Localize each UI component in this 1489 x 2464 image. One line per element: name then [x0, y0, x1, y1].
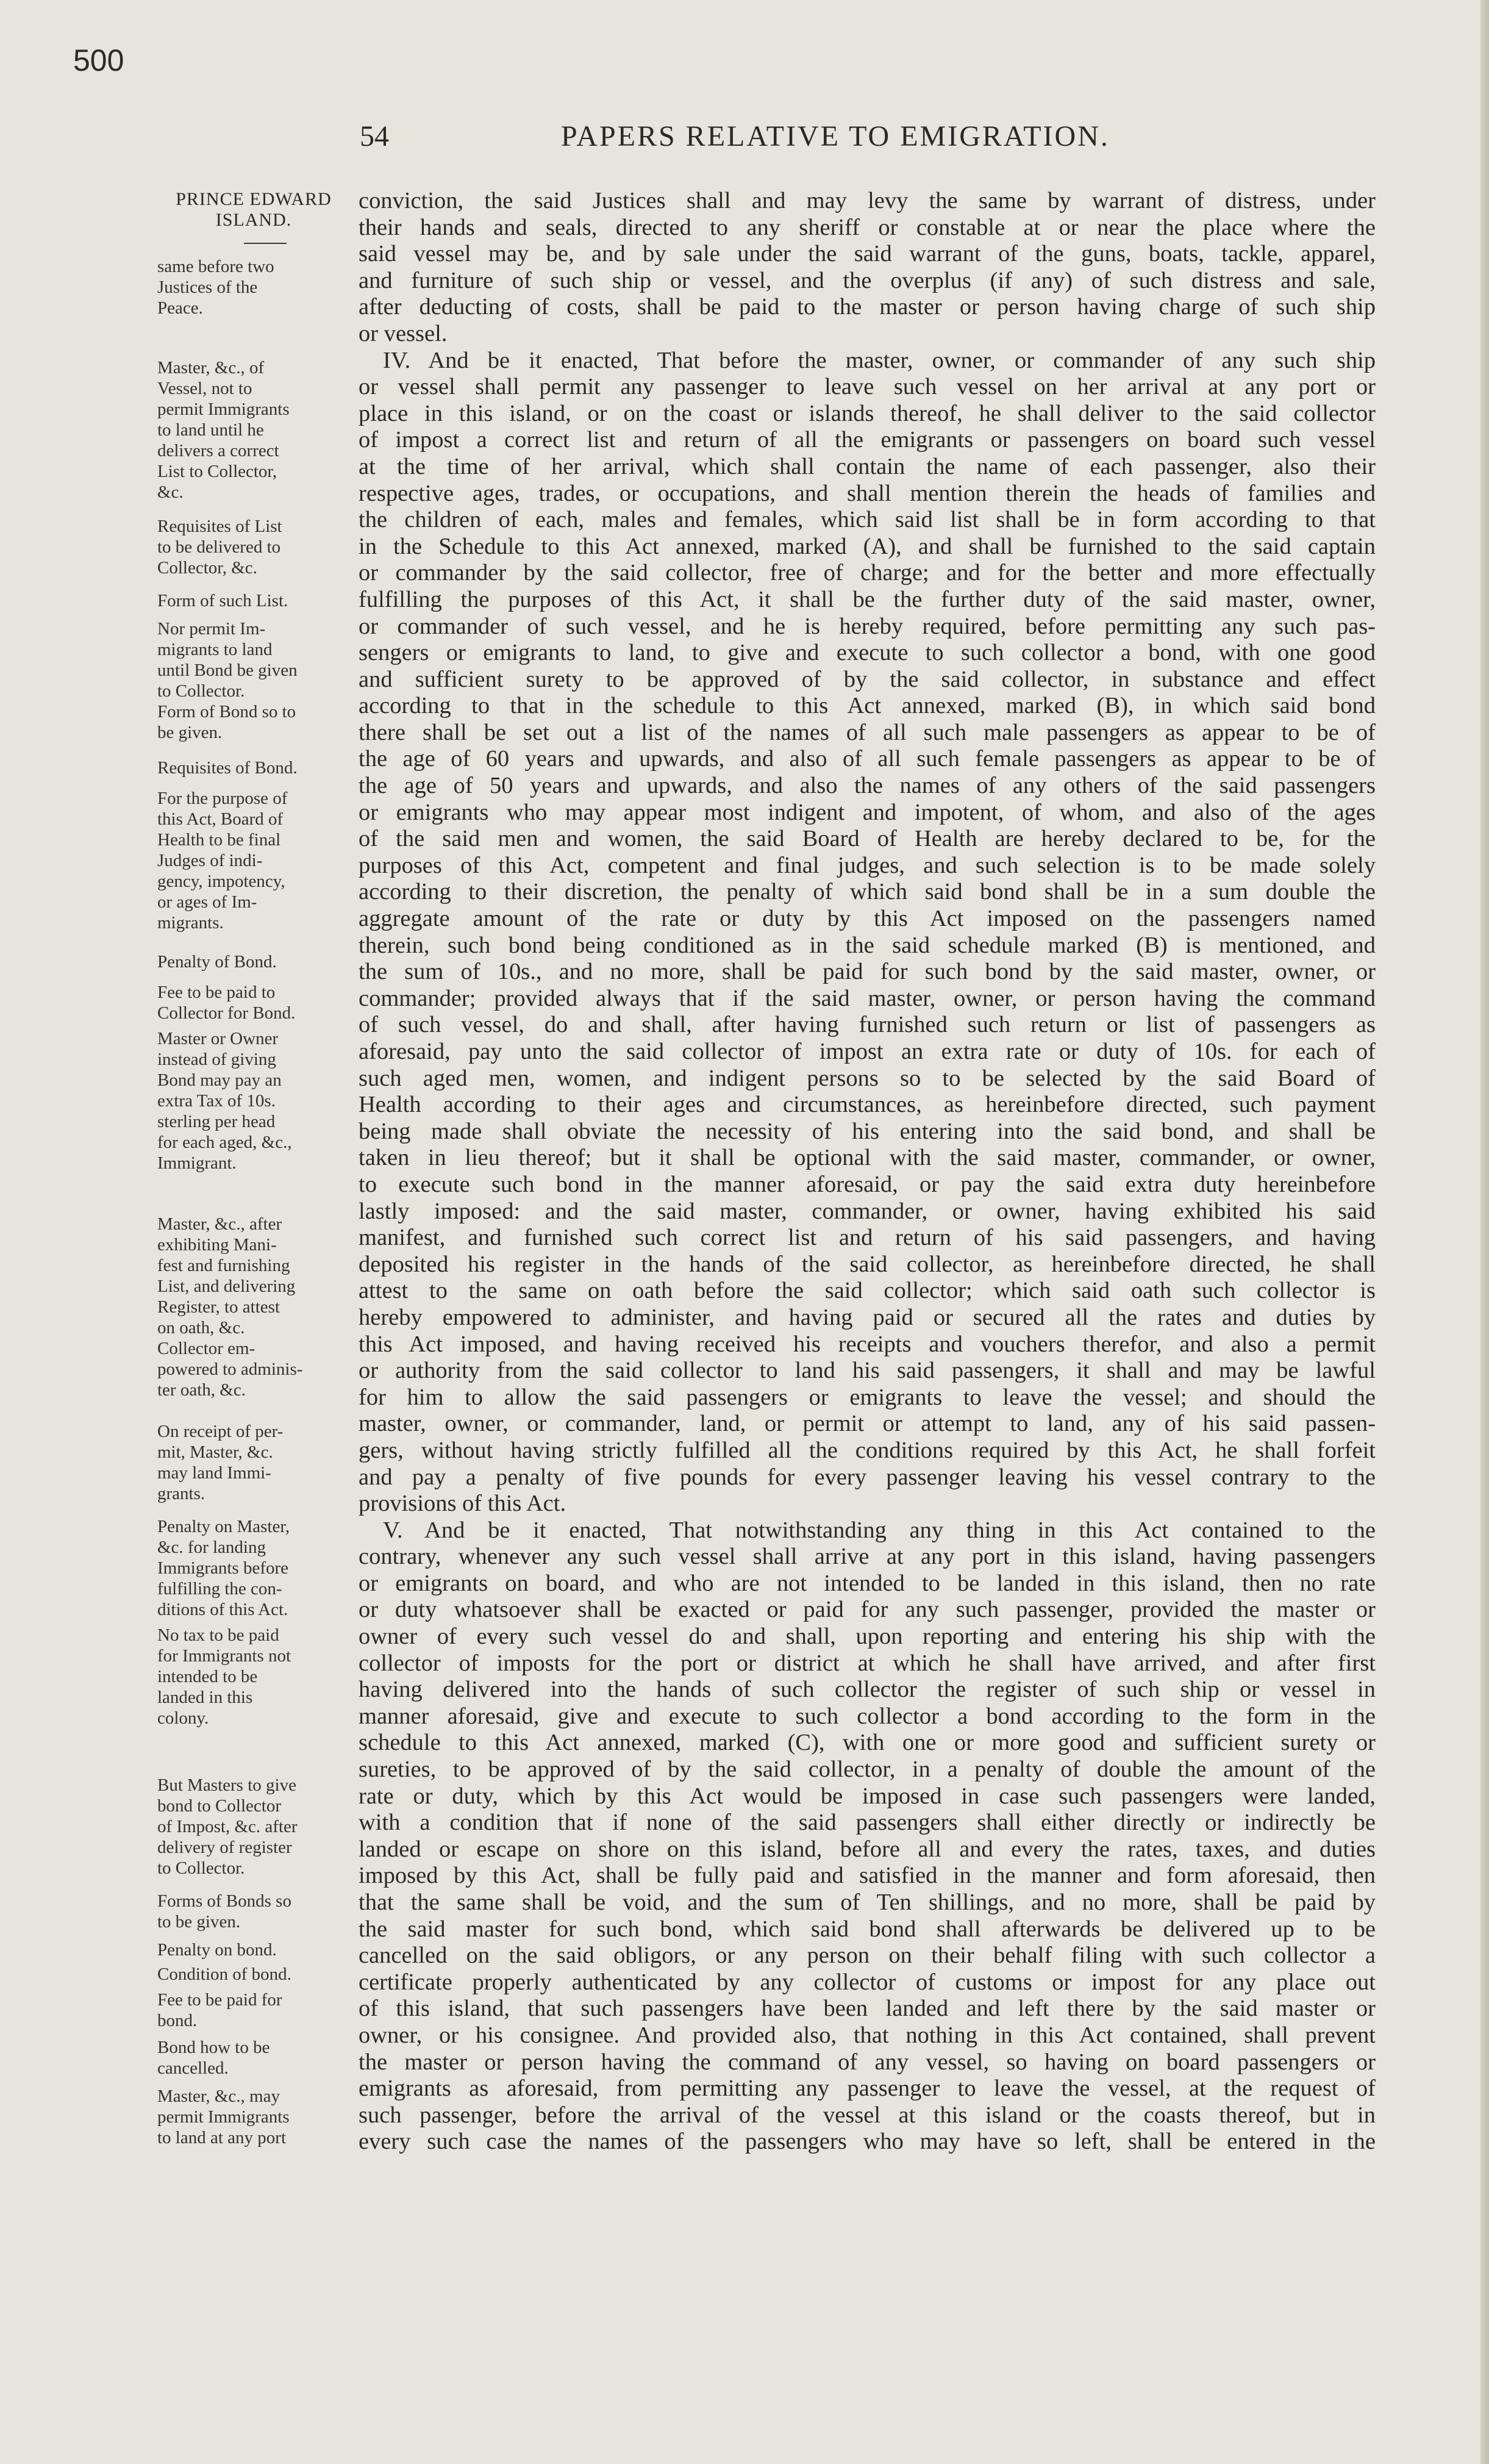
- inner-page-number: 54: [360, 120, 389, 152]
- margin-note: [157, 590, 340, 611]
- margin-note-line: ter oath, &c.: [157, 1380, 246, 1400]
- margin-note: [157, 757, 340, 778]
- body-line: sengers or emigrants to land, to give and execute to such collector a bond, with one good: [359, 640, 1376, 666]
- body-line: aforesaid, pay unto the said collector of impost an extra rate or duty of 10s. for each of: [359, 1039, 1376, 1064]
- body-line: taken in lieu thereof; but it shall be optional with the said master, commander, or owner,: [359, 1145, 1376, 1171]
- body-line: therein, such bond being conditioned as in the said schedule marked (B) is mentioned, and: [359, 932, 1376, 958]
- page-edge: [1480, 0, 1489, 2464]
- body-line: respective ages, trades, or occupations, and shall mention therein the heads of families and: [359, 480, 1376, 506]
- body-line: and furniture of such ship or vessel, and the overplus (if any) of such distress and sale,: [359, 267, 1376, 293]
- body-line: according to that in the schedule to this Act annexed, marked (B), in which said bond: [359, 693, 1376, 719]
- margin-heading: [156, 189, 351, 231]
- margin-note: [157, 516, 340, 578]
- body-line: their hands and seals, directed to any sheriff or constable at or near the place where the: [359, 214, 1376, 240]
- margin-note-line: powered to adminis-: [157, 1359, 303, 1379]
- margin-note-line: colony.: [157, 1708, 209, 1728]
- body-line: owner of every such vessel do and shall, upon reporting and entering his ship with the: [359, 1624, 1376, 1650]
- margin-note-line: For the purpose of: [157, 789, 288, 808]
- margin-note-line: Judges of indi-: [157, 851, 263, 870]
- margin-note-line: migrants.: [157, 913, 224, 933]
- margin-note-line: to be delivered to: [157, 537, 281, 557]
- margin-note-line: Master, &c., may: [157, 2086, 280, 2106]
- margin-heading-line: PRINCE EDWARD: [176, 189, 332, 209]
- margin-note-line: bond to Collector: [157, 1796, 281, 1816]
- margin-note: [157, 1516, 340, 1620]
- margin-note: [157, 357, 340, 503]
- body-line: or authority from the said collector to land his said passengers, it shall and may be lawful: [359, 1358, 1376, 1384]
- body-line: commander; provided always that if the said master, owner, or person having the command: [359, 985, 1376, 1011]
- body-line: such aged men, women, and indigent persons so to be selected by the said Board of: [359, 1065, 1376, 1091]
- margin-note: [157, 256, 340, 318]
- margin-note-line: this Act, Board of: [157, 809, 284, 829]
- running-title: PAPERS RELATIVE TO EMIGRATION.: [561, 120, 1110, 152]
- margin-note-line: intended to be: [157, 1667, 258, 1686]
- body-line: every such case the names of the passengers who may have so left, shall be entered in the: [359, 2129, 1376, 2155]
- body-line: said vessel may be, and by sale under the said warrant of the guns, boats, tackle, apparel,: [359, 241, 1376, 267]
- body-line: manner aforesaid, give and execute to such collector a bond according to the form in the: [359, 1703, 1376, 1729]
- margin-note-line: Collector for Bond.: [157, 1003, 296, 1023]
- margin-note-line: be given.: [157, 723, 223, 742]
- margin-note-line: Register, to attest: [157, 1297, 280, 1317]
- margin-note: [157, 701, 340, 743]
- margin-note-line: Fee to be paid for: [157, 1990, 282, 2010]
- margin-note-line: grants.: [157, 1484, 205, 1503]
- margin-note: [157, 2037, 340, 2079]
- body-line: place in this island, or on the coast or islands thereof, he shall deliver to the said collector: [359, 400, 1376, 426]
- body-line: V. And be it enacted, That notwithstanding any thing in this Act contained to the: [383, 1517, 1376, 1543]
- body-line: provisions of this Act.: [359, 1491, 566, 1517]
- body-text: [359, 188, 1376, 2155]
- margin-note-line: Master or Owner: [157, 1029, 279, 1048]
- body-line: the age of 60 years and upwards, and also of all such female passengers as appear to be of: [359, 746, 1376, 772]
- margin-note-line: But Masters to give: [157, 1775, 296, 1795]
- body-line: after deducting of costs, shall be paid to the master or person having charge of such ship: [359, 294, 1376, 320]
- body-line: collector of imposts for the port or district at which he shall have arrived, and after first: [359, 1650, 1376, 1676]
- body-line: landed or escape on shore on this island, before all and every the rates, taxes, and duties: [359, 1836, 1376, 1862]
- body-line: hereby empowered to administer, and having paid or secured all the rates and duties by: [359, 1304, 1376, 1330]
- margin-note-line: for each aged, &c.,: [157, 1133, 292, 1152]
- body-line: for him to allow the said passengers or emigrants to leave the vessel; and should the: [359, 1384, 1376, 1410]
- body-line: fulfilling the purposes of this Act, it shall be the further duty of the said master, owner,: [359, 586, 1376, 612]
- body-line: and sufficient surety to be approved of by the said collector, in substance and effect: [359, 666, 1376, 692]
- outer-page-number: 500: [73, 43, 124, 77]
- margin-note-line: to be given.: [157, 1912, 241, 1932]
- margin-note-line: Form of Bond so to: [157, 702, 296, 722]
- body-line: or vessel shall permit any passenger to leave such vessel on her arrival at any port or: [359, 374, 1376, 400]
- margin-note-line: to land until he: [157, 420, 264, 440]
- body-line: attest to the same on oath before the said collector; which said oath such collector is: [359, 1278, 1376, 1304]
- body-line: schedule to this Act annexed, marked (C), with one or more good and sufficient surety or: [359, 1730, 1376, 1756]
- body-line: such passenger, before the arrival of the vessel at this island or the coasts thereof, but in: [359, 2102, 1376, 2128]
- margin-note-line: gency, impotency,: [157, 872, 285, 891]
- body-line: of this island, that such passengers have been landed and left there by the said master or: [359, 1996, 1376, 2022]
- margin-note-line: ditions of this Act.: [157, 1600, 288, 1619]
- body-line: in the Schedule to this Act annexed, marked (A), and shall be furnished to the said captain: [359, 533, 1376, 559]
- body-line: being made shall obviate the necessity of his entering into the said bond, and shall be: [359, 1118, 1376, 1144]
- body-line: owner, or his consignee. And provided also, that nothing in this Act contained, shall prevent: [359, 2022, 1376, 2048]
- body-line: or commander of such vessel, and he is hereby required, before permitting any such pas-: [359, 613, 1376, 639]
- margin-note: [157, 2086, 340, 2148]
- body-line: with a condition that if none of the said passengers shall either directly or indirectly be: [359, 1810, 1376, 1836]
- margin-note-line: Master, &c., after: [157, 1214, 282, 1234]
- margin-note-line: delivers a correct: [157, 441, 279, 460]
- body-line: the master or person having the command of any vessel, so having on board passengers or: [359, 2049, 1376, 2075]
- body-line: purposes of this Act, competent and final judges, and such selection is to be made solely: [359, 852, 1376, 878]
- margin-note: [157, 1028, 340, 1173]
- body-line: at the time of her arrival, which shall contain the name of each passenger, also their: [359, 453, 1376, 479]
- margin-note: [157, 1421, 340, 1504]
- margin-note-line: On receipt of per-: [157, 1422, 284, 1441]
- margin-note-line: sterling per head: [157, 1112, 276, 1131]
- margin-note-line: bond.: [157, 2011, 198, 2030]
- margin-note-line: Forms of Bonds so: [157, 1891, 291, 1911]
- margin-note: [157, 788, 340, 933]
- margin-note-line: exhibiting Mani-: [157, 1235, 277, 1255]
- body-line: there shall be set out a list of the names of all such male passengers as appear to be of: [359, 719, 1376, 745]
- margin-note-line: permit Immigrants: [157, 2107, 290, 2127]
- margin-note-line: migrants to land: [157, 640, 273, 659]
- margin-note-line: landed in this: [157, 1688, 253, 1707]
- body-line: the children of each, males and females, which said list shall be in form according to that: [359, 507, 1376, 533]
- body-line: of such vessel, do and shall, after having furnished such return or list of passengers as: [359, 1012, 1376, 1038]
- body-line: the said master for such bond, which said bond shall afterwards be delivered up to be: [359, 1916, 1376, 1942]
- body-line: deposited his register in the hands of the said collector, as hereinbefore directed, he shall: [359, 1251, 1376, 1277]
- margin-note: [157, 1939, 340, 1960]
- body-line: sureties, to be approved of by the said collector, in a penalty of double the amount of the: [359, 1757, 1376, 1783]
- body-line: or emigrants on board, and who are not intended to be landed in this island, then no rate: [359, 1570, 1376, 1596]
- margin-note-line: until Bond be given: [157, 661, 298, 680]
- body-line: aggregate amount of the rate or duty by this Act imposed on the passengers named: [359, 906, 1376, 932]
- margin-note-line: List, and delivering: [157, 1277, 296, 1296]
- body-line: the age of 50 years and upwards, and also the names of any others of the said passengers: [359, 773, 1376, 799]
- margin-note-line: Requisites of Bond.: [157, 758, 298, 778]
- margin-note-line: fulfilling the con-: [157, 1579, 282, 1599]
- body-line: manifest, and furnished such correct list and return of his said passengers, and having: [359, 1225, 1376, 1251]
- margin-note-line: Immigrant.: [157, 1153, 237, 1173]
- body-line: or vessel.: [359, 320, 448, 346]
- margin-note-line: cancelled.: [157, 2058, 229, 2078]
- margin-note-line: Vessel, not to: [157, 379, 252, 398]
- margin-note: [157, 1989, 340, 2031]
- body-line: or emigrants who may appear most indigent and impotent, of whom, and also of the ages: [359, 799, 1376, 825]
- body-line: to execute such bond in the manner aforesaid, or pay the said extra duty hereinbefore: [359, 1171, 1376, 1197]
- margin-note-line: or ages of Im-: [157, 892, 257, 912]
- running-head: [360, 120, 1372, 162]
- margin-note-line: Collector em-: [157, 1339, 255, 1358]
- margin-note-line: Master, &c., of: [157, 358, 265, 378]
- margin-note-line: to Collector.: [157, 1858, 245, 1878]
- margin-note-line: mit, Master, &c.: [157, 1442, 273, 1462]
- margin-note-line: instead of giving: [157, 1050, 276, 1069]
- margin-note-line: Nor permit Im-: [157, 619, 266, 639]
- margin-note-line: Fee to be paid to: [157, 983, 276, 1002]
- margin-note: [157, 951, 340, 972]
- margin-note-line: List to Collector,: [157, 462, 277, 481]
- margin-note: [157, 1338, 340, 1400]
- margin-note-line: of Impost, &c. after: [157, 1817, 298, 1836]
- margin-note-line: Condition of bond.: [157, 1964, 291, 1984]
- margin-note: [157, 1891, 340, 1932]
- margin-heading-line: ISLAND.: [215, 210, 292, 230]
- margin-note-line: delivery of register: [157, 1838, 292, 1857]
- margin-note-line: Form of such List.: [157, 591, 288, 611]
- margin-note-line: Immigrants before: [157, 1558, 289, 1578]
- margin-note-line: Penalty on Master,: [157, 1517, 290, 1536]
- margin-note-line: &c.: [157, 482, 184, 502]
- margin-note-line: Bond may pay an: [157, 1070, 282, 1090]
- margin-note-line: Penalty of Bond.: [157, 952, 277, 972]
- body-line: rate or duty, which by this Act would be imposed in case such passengers were landed,: [359, 1783, 1376, 1809]
- margin-note-line: on oath, &c.: [157, 1318, 245, 1338]
- body-line: imposed by this Act, shall be fully paid and satisfied in the manner and form aforesaid, then: [359, 1863, 1376, 1889]
- body-line: gers, without having strictly fulfilled all the conditions required by this Act, he shall forfeit: [359, 1437, 1376, 1463]
- body-line: IV. And be it enacted, That before the master, owner, or commander of any such ship: [383, 347, 1376, 373]
- margin-note: [157, 1964, 340, 1985]
- margin-note: [157, 1625, 340, 1728]
- margin-note: [157, 618, 340, 701]
- margin-note-line: permit Immigrants: [157, 399, 290, 419]
- margin-note-line: &c. for landing: [157, 1538, 266, 1557]
- body-line: or duty whatsoever shall be exacted or paid for any such passenger, provided the master or: [359, 1597, 1376, 1623]
- body-line: of the said men and women, the said Board of Health are hereby declared to be, for the: [359, 826, 1376, 852]
- body-line: according to their discretion, the penalty of which said bond shall be in a sum double the: [359, 879, 1376, 905]
- margin-note-line: to Collector.: [157, 681, 245, 701]
- body-line: having delivered into the hands of such collector the register of such ship or vessel in: [359, 1677, 1376, 1703]
- margin-note-line: may land Immi-: [157, 1463, 271, 1483]
- body-line: Health according to their ages and circumstances, as hereinbefore directed, such payment: [359, 1092, 1376, 1118]
- body-line: and pay a penalty of five pounds for every passenger leaving his vessel contrary to the: [359, 1464, 1376, 1490]
- margin-note-line: to land at any port: [157, 2128, 287, 2147]
- body-line: the sum of 10s., and no more, shall be paid for such bond by the said master, owner, or: [359, 959, 1376, 985]
- body-line: that the same shall be void, and the sum of Ten shillings, and no more, shall be paid by: [359, 1889, 1376, 1915]
- margin-note-line: Collector, &c.: [157, 558, 257, 578]
- body-line: or commander by the said collector, free of charge; and for the better and more effectually: [359, 560, 1376, 586]
- body-line: of impost a correct list and return of all the emigrants or passengers on board such vessel: [359, 427, 1376, 453]
- body-line: this Act imposed, and having received his receipts and vouchers therefor, and also a permit: [359, 1331, 1376, 1357]
- margin-note: [157, 1775, 340, 1878]
- body-line: cancelled on the said obligors, or any person on their behalf filing with such collector a: [359, 1943, 1376, 1969]
- margin-note: [157, 982, 340, 1023]
- margin-note-line: fest and furnishing: [157, 1256, 290, 1275]
- margin-note-line: Peace.: [157, 298, 203, 318]
- margin-note-line: for Immigrants not: [157, 1646, 291, 1666]
- margin-note-line: extra Tax of 10s.: [157, 1091, 276, 1111]
- margin-note-line: same before two: [157, 257, 274, 276]
- margin-note-line: Health to be final: [157, 830, 281, 850]
- body-line: lastly imposed: and the said master, commander, or owner, having exhibited his said: [359, 1198, 1376, 1224]
- body-line: certificate properly authenticated by any collector of customs or impost for any place out: [359, 1969, 1376, 1995]
- margin-note-line: Requisites of List: [157, 517, 282, 536]
- margin-note-line: No tax to be paid: [157, 1625, 279, 1645]
- margin-note: [157, 1214, 340, 1338]
- body-line: master, owner, or commander, land, or permit or attempt to land, any of his said passen-: [359, 1411, 1376, 1437]
- body-line: conviction, the said Justices shall and may levy the same by warrant of distress, under: [359, 188, 1376, 213]
- margin-rule: [244, 243, 287, 244]
- body-line: emigrants as aforesaid, from permitting any passenger to leave the vessel, at the request of: [359, 2075, 1376, 2102]
- margin-note-line: Bond how to be: [157, 2038, 270, 2057]
- margin-note-line: Justices of the: [157, 278, 258, 297]
- body-line: contrary, whenever any such vessel shall arrive at any port in this island, having passengers: [359, 1544, 1376, 1570]
- margin-note-line: Penalty on bond.: [157, 1940, 277, 1960]
